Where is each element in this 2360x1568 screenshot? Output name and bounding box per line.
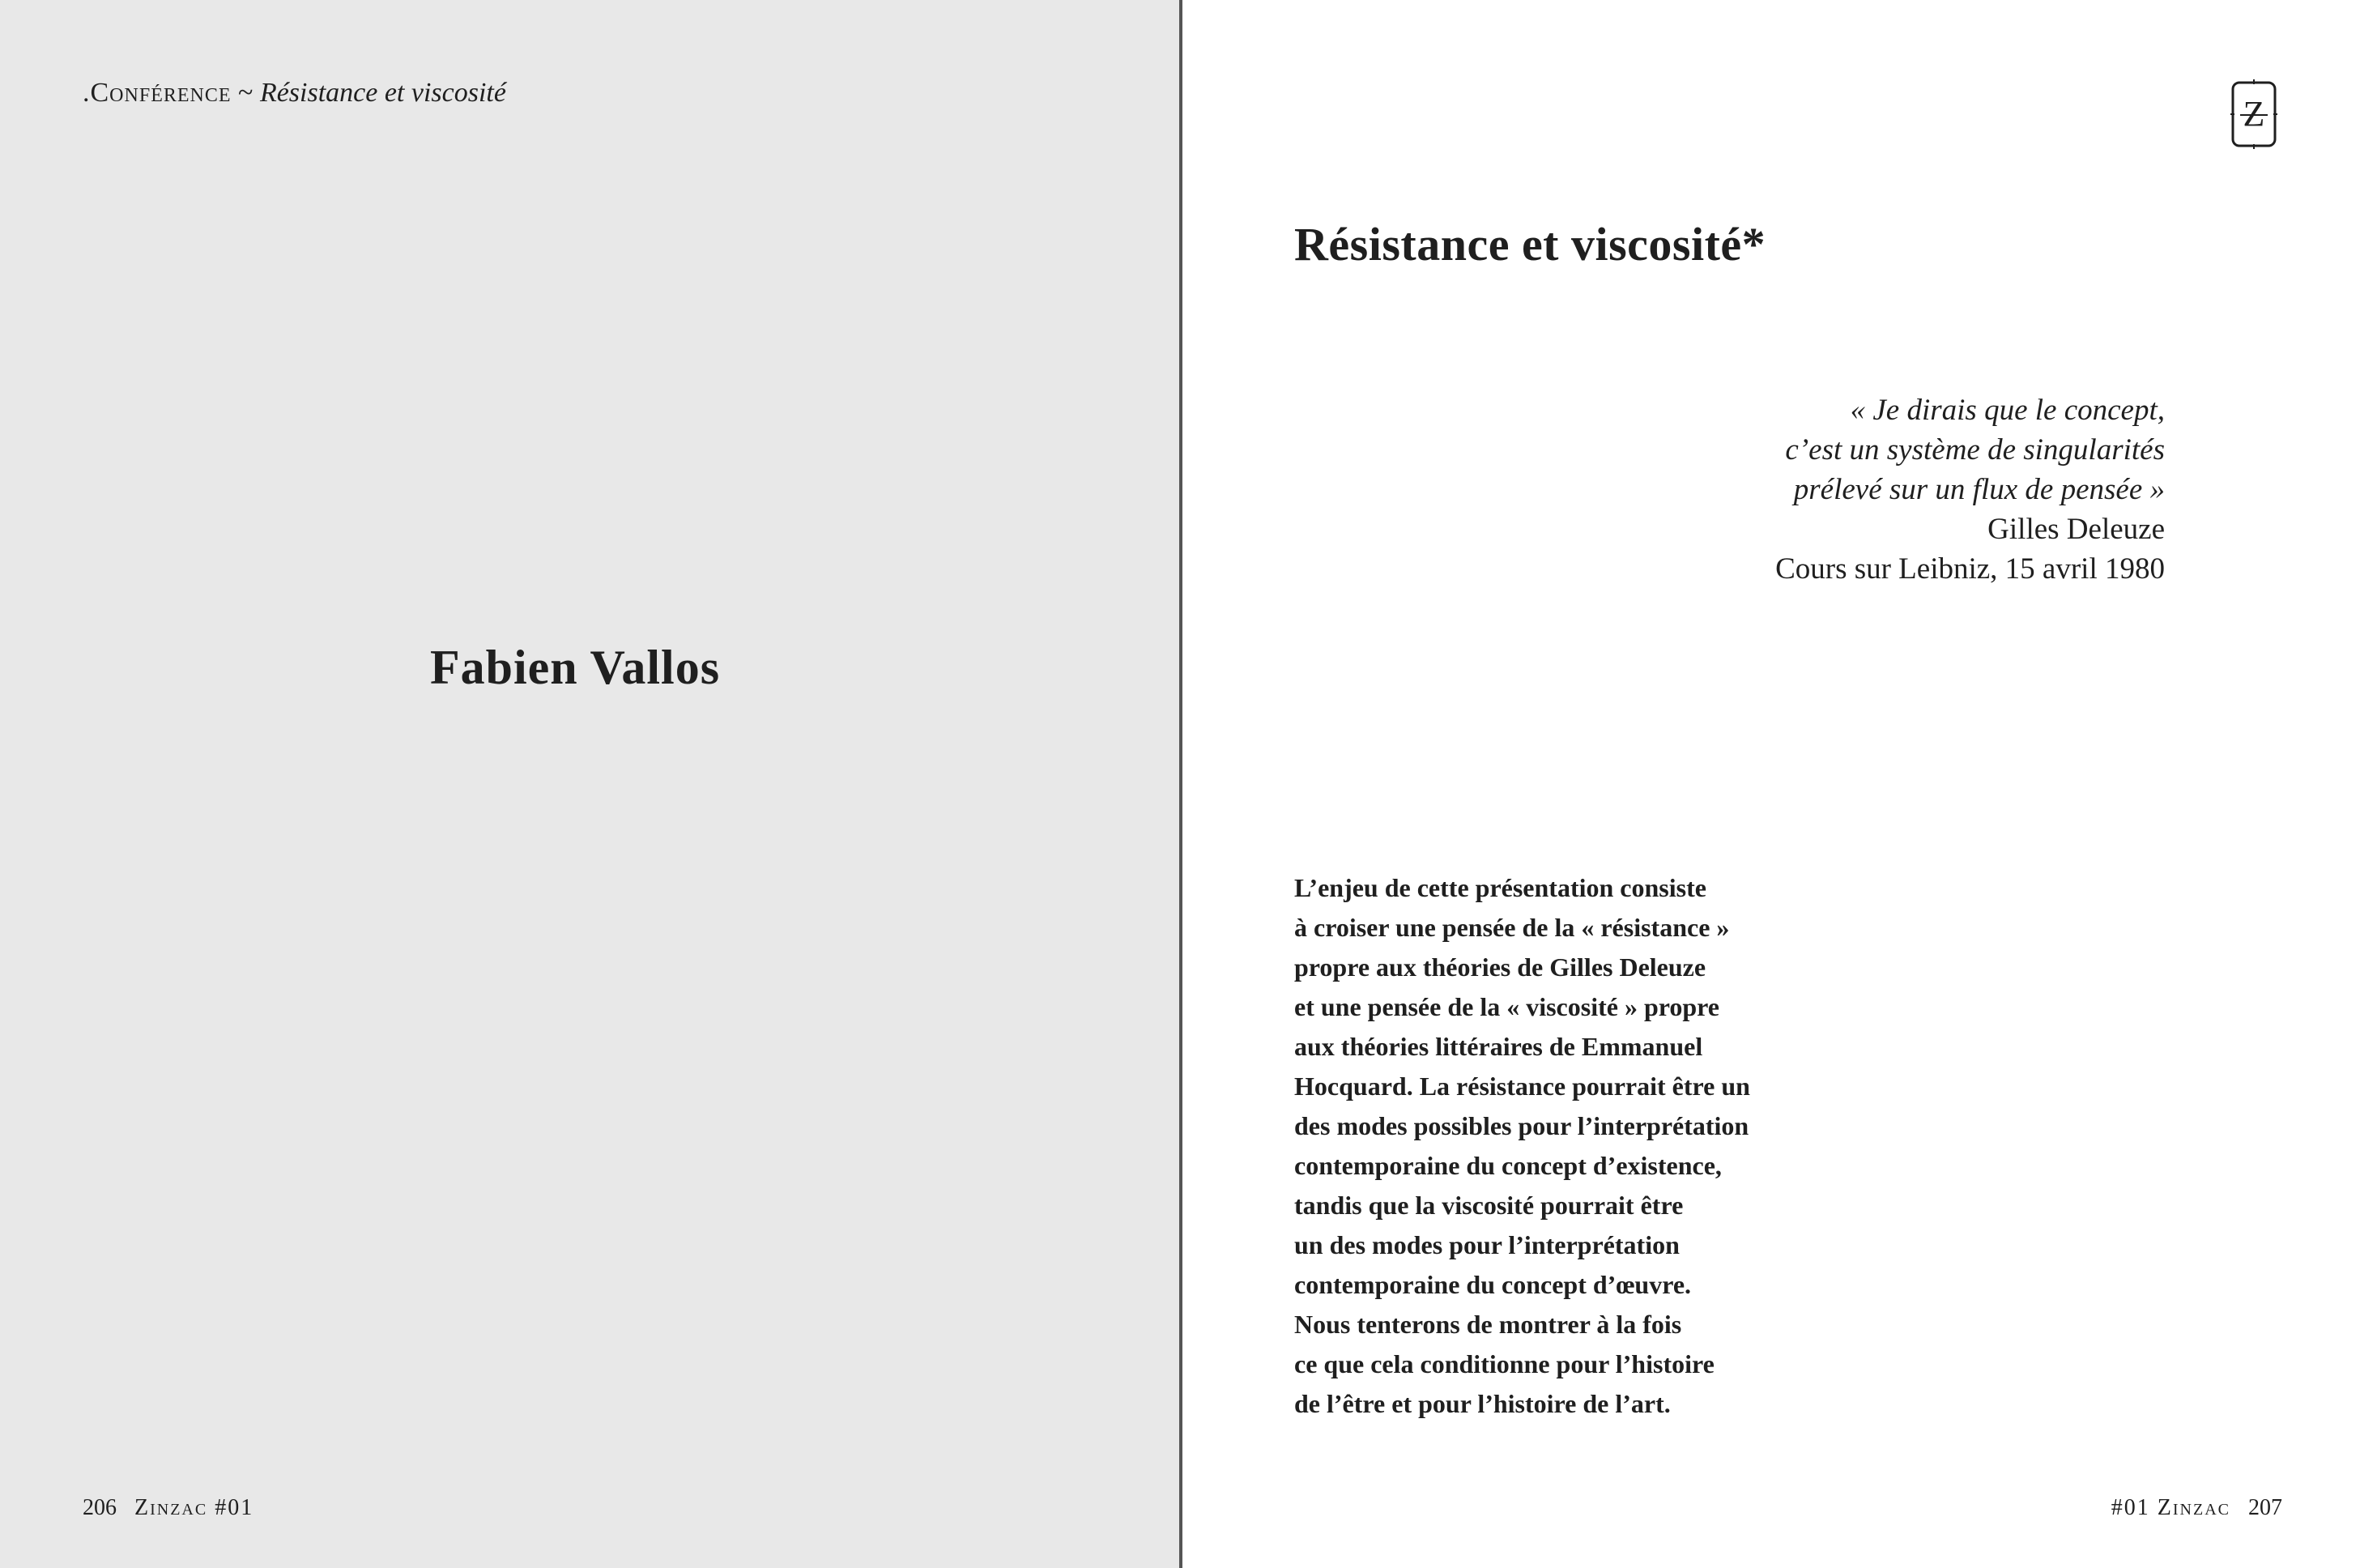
abstract-line: de l’être et pour l’histoire de l’art. [1294,1389,1671,1418]
abstract-line: L’enjeu de cette présentation consiste [1294,873,1706,902]
epigraph-quote-line: c’est un système de singularités [1785,433,2165,467]
epigraph [1775,390,2165,589]
abstract-line: ce que cela conditionne pour l’histoire [1294,1349,1715,1378]
epigraph-author: Gilles Deleuze [1987,513,2165,546]
abstract-line: et une pensée de la « viscosité » propre [1294,992,1719,1021]
zinzac-logo-icon [2230,79,2277,149]
epigraph-quote-line: « Je dirais que le concept, [1850,394,2165,427]
journal-name-right: #01 Zinzac [2111,1495,2230,1520]
abstract-line: contemporaine du concept d’œuvre. [1294,1270,1692,1299]
running-head-section: .Conférence [83,78,232,108]
abstract-line: contemporaine du concept d’existence, [1294,1151,1722,1180]
abstract [1294,868,1750,1424]
left-page [0,0,1179,1568]
abstract-line: tandis que la viscosité pourrait être [1294,1191,1684,1220]
running-head [83,78,506,109]
author-name: Fabien Vallos [429,641,721,694]
abstract-line: Hocquard. La résistance pourrait être un [1294,1072,1750,1101]
epigraph-quote-line: prélevé sur un flux de pensée » [1793,473,2165,506]
article-title: Résistance et viscosité* [1294,218,1766,271]
abstract-line: un des modes pour l’interprétation [1294,1230,1680,1259]
abstract-line: à croiser une pensée de la « résistance » [1294,913,1730,942]
running-head-title: Résistance et viscosité [259,78,506,108]
page-number-right: 207 [2248,1495,2282,1520]
abstract-line: propre aux théories de Gilles Deleuze [1294,952,1706,982]
journal-name-left: Zinzac #01 [134,1495,254,1520]
folio-left [83,1495,253,1521]
running-head-separator: ~ [231,78,260,108]
epigraph-source: Cours sur Leibniz, 15 avril 1980 [1775,552,2165,586]
abstract-line: des modes possibles pour l’interprétation [1294,1111,1749,1140]
logo-letter: Z [2243,94,2265,134]
abstract-line: aux théories littéraires de Emmanuel [1294,1032,1703,1061]
folio-right [2111,1495,2282,1521]
page-number-left: 206 [83,1495,117,1520]
abstract-line: Nous tenterons de montrer à la fois [1294,1310,1682,1339]
